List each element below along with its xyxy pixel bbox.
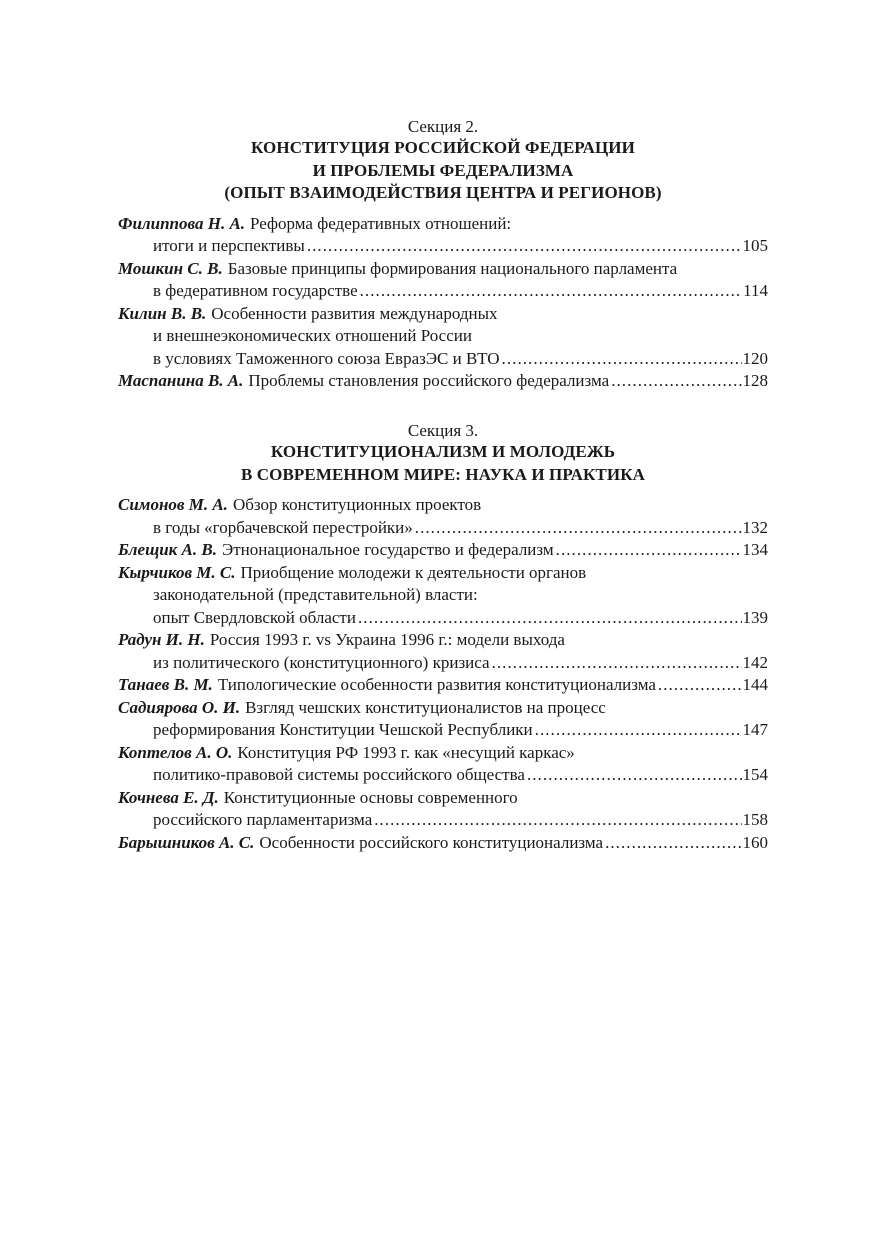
toc-entry-line bbox=[118, 213, 768, 236]
toc-entries bbox=[118, 494, 768, 854]
toc-author: Маспанина В. А. bbox=[118, 371, 244, 390]
toc-entry-line bbox=[118, 584, 768, 607]
toc-title-text: Типологические особенности развития конституционализма bbox=[217, 675, 656, 694]
toc-page-number: 154 bbox=[742, 765, 768, 784]
toc-page-number: 134 bbox=[742, 540, 768, 559]
toc-entry[interactable] bbox=[118, 303, 768, 371]
toc-entry-line bbox=[118, 494, 768, 517]
dot-leader bbox=[500, 348, 743, 371]
toc-title-text: Проблемы становления российского федерализма bbox=[248, 371, 610, 390]
toc-author: Филиппова Н. А. bbox=[118, 213, 246, 233]
toc-entry-line bbox=[118, 562, 768, 585]
toc-page-number: 147 bbox=[742, 720, 768, 739]
toc-author: Радун И. Н. bbox=[118, 630, 205, 649]
toc-author: Барышников А. С. bbox=[118, 832, 255, 852]
toc-page-number: 158 bbox=[742, 810, 768, 829]
toc-entry-line bbox=[118, 629, 768, 652]
toc-entry-line bbox=[118, 764, 768, 787]
toc-entry-line bbox=[118, 607, 768, 630]
section-title-line: В СОВРЕМЕННОМ МИРЕ: НАУКА И ПРАКТИКА bbox=[240, 464, 645, 484]
dot-leader bbox=[609, 370, 742, 393]
dot-leader bbox=[356, 607, 743, 630]
toc-entry-line bbox=[118, 697, 768, 720]
section-title-line: (ОПЫТ ВЗАИМОДЕЙСТВИЯ ЦЕНТРА И РЕГИОНОВ) bbox=[224, 183, 662, 202]
toc-entry-line bbox=[118, 809, 768, 832]
section-2 bbox=[118, 116, 768, 393]
toc-title-text: Базовые принципы формирования национального парламента bbox=[227, 258, 678, 278]
toc-entry-line bbox=[118, 303, 768, 326]
toc-entry[interactable] bbox=[118, 562, 768, 630]
toc-entry-line bbox=[118, 517, 768, 540]
toc-entry-line bbox=[118, 652, 768, 675]
toc-entry[interactable] bbox=[118, 539, 768, 562]
toc-entry-line bbox=[118, 370, 768, 393]
toc-page-number: 132 bbox=[742, 517, 768, 537]
toc-page-number: 105 bbox=[742, 236, 768, 255]
toc-title-text: итоги и перспективы bbox=[153, 236, 305, 255]
toc-title-text: российского парламентаризма bbox=[153, 810, 373, 829]
toc-title-text: в федеративном государстве bbox=[153, 281, 358, 300]
toc-author: Мошкин С. В. bbox=[118, 258, 223, 278]
toc-page-number: 120 bbox=[742, 348, 768, 368]
toc-title-text: и внешнеэкономических отношений России bbox=[153, 326, 472, 345]
toc-entry-line bbox=[118, 787, 768, 810]
toc-entry[interactable] bbox=[118, 258, 768, 303]
toc-title-text: Конституционные основы современного bbox=[223, 787, 518, 807]
toc-page-number: 128 bbox=[742, 371, 768, 390]
toc-author: Кырчиков М. С. bbox=[118, 562, 236, 582]
section-label: Секция 3. bbox=[407, 421, 479, 440]
toc-entry[interactable] bbox=[118, 742, 768, 787]
dot-leader bbox=[525, 764, 743, 787]
toc-title-text: политико-правовой системы российского общества bbox=[153, 765, 525, 784]
dot-leader bbox=[490, 652, 743, 675]
toc-author: Симонов М. А. bbox=[118, 495, 228, 514]
toc-title-text: Обзор конституционных проектов bbox=[232, 495, 482, 514]
toc-page-number: 114 bbox=[743, 281, 768, 300]
section-title-line: И ПРОБЛЕМЫ ФЕДЕРАЛИЗМА bbox=[312, 160, 574, 180]
toc-entry-line bbox=[118, 258, 768, 281]
section-title-line: КОНСТИТУЦИОНАЛИЗМ И МОЛОДЕЖЬ bbox=[270, 442, 616, 461]
toc-page-number: 142 bbox=[742, 652, 768, 672]
toc-entry-line bbox=[118, 742, 768, 765]
toc-entry[interactable] bbox=[118, 370, 768, 393]
toc-title-text: Конституция РФ 1993 г. как «несущий каркас» bbox=[237, 742, 575, 762]
section-label: Секция 2. bbox=[407, 117, 479, 136]
toc-entry-line bbox=[118, 280, 768, 303]
dot-leader bbox=[656, 674, 743, 697]
toc-entry[interactable] bbox=[118, 697, 768, 742]
toc-entry[interactable] bbox=[118, 787, 768, 832]
toc-entry[interactable] bbox=[118, 674, 768, 697]
toc-title-text: законодательной (представительной) власти: bbox=[153, 585, 478, 604]
toc-page-number: 160 bbox=[742, 832, 768, 852]
toc-entry-line bbox=[118, 832, 768, 855]
toc-title-text: Реформа федеративных отношений: bbox=[250, 213, 512, 233]
toc-author: Танаев В. М. bbox=[118, 675, 213, 694]
dot-leader bbox=[533, 719, 743, 742]
toc-entry-line bbox=[118, 235, 768, 258]
toc-author: Кочнева Е. Д. bbox=[118, 787, 219, 807]
toc-entry[interactable] bbox=[118, 213, 768, 258]
toc-entry[interactable] bbox=[118, 494, 768, 539]
toc-title-text: в годы «горбачевской перестройки» bbox=[153, 517, 413, 537]
toc-title-text: Взгляд чешских конституционалистов на процесс bbox=[245, 697, 606, 717]
toc-author: Коптелов А. О. bbox=[118, 742, 233, 762]
toc-title-text: в условиях Таможенного союза ЕвразЭС и ВТО bbox=[153, 348, 500, 368]
toc-title-text: Особенности развития международных bbox=[211, 303, 498, 323]
toc-page-number: 139 bbox=[742, 607, 768, 627]
toc-title-text: Приобщение молодежи к деятельности органов bbox=[240, 562, 587, 582]
toc-title-text: опыт Свердловской области bbox=[153, 607, 356, 627]
toc-title-text: из политического (конституционного) кризиса bbox=[153, 652, 490, 672]
toc-entry-line bbox=[118, 539, 768, 562]
dot-leader bbox=[554, 539, 743, 562]
dot-leader bbox=[413, 517, 743, 540]
dot-leader bbox=[603, 832, 742, 855]
toc-author: Садиярова О. И. bbox=[118, 697, 241, 717]
toc-author: Килин В. В. bbox=[118, 303, 207, 323]
dot-leader bbox=[305, 235, 743, 258]
toc-title-text: реформирования Конституции Чешской Республики bbox=[153, 720, 533, 739]
toc-entry-line bbox=[118, 325, 768, 348]
toc-entry[interactable] bbox=[118, 629, 768, 674]
toc-entry[interactable] bbox=[118, 832, 768, 855]
toc-page-number: 144 bbox=[742, 675, 768, 694]
toc-entries bbox=[118, 213, 768, 393]
section-title-line: КОНСТИТУЦИЯ РОССИЙСКОЙ ФЕДЕРАЦИИ bbox=[251, 138, 635, 157]
dot-leader bbox=[358, 280, 744, 303]
toc-entry-line bbox=[118, 719, 768, 742]
toc-entry-line bbox=[118, 348, 768, 371]
toc-entry-line bbox=[118, 674, 768, 697]
dot-leader bbox=[372, 809, 742, 832]
toc-title-text: Этнонациональное государство и федерализм bbox=[221, 540, 554, 559]
section-3 bbox=[118, 420, 768, 854]
toc-author: Блещик А. В. bbox=[118, 540, 217, 559]
toc-title-text: Особенности российского конституционализма bbox=[259, 832, 604, 852]
toc-title-text: Россия 1993 г. vs Украина 1996 г.: модели выхода bbox=[209, 630, 565, 649]
